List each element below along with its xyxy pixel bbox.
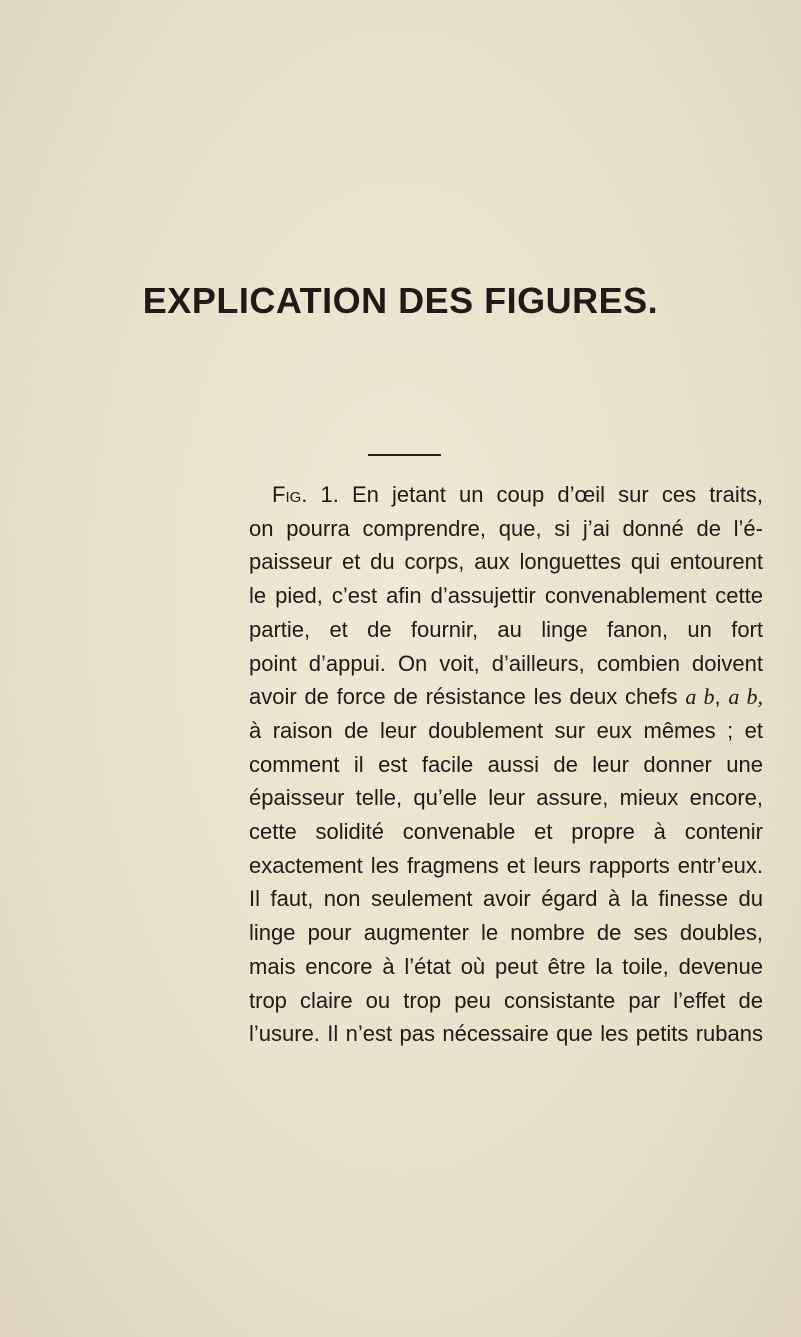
text-line: partie, et de fournir, au linge fanon, un fort	[249, 616, 763, 642]
title-rule	[368, 454, 441, 456]
text-line: trop claire ou trop peu consistante par l’effet de	[249, 987, 763, 1013]
text-line: le pied, c’est afin d’assujettir convenablement cette	[249, 583, 763, 609]
text-line: linge pour augmenter le nombre de ses doubles,	[249, 920, 763, 946]
text-line: paisseur et du corps, aux longuettes qui entourent	[249, 549, 763, 575]
italic-reference: a b,	[728, 684, 763, 710]
text-line: Fig. 1. En jetant un coup d’œil sur ces traits,	[272, 482, 763, 507]
figure-label: Fig. 1.	[272, 482, 339, 507]
text-line: mais encore à l’état où peut être la toile, devenue	[249, 953, 763, 979]
text-line: comment il est facile aussi de leur donner une	[249, 751, 763, 777]
page-title: EXPLICATION DES FIGURES.	[142, 280, 659, 321]
text-line: l’usure. Il n’est pas nécessaire que les petits rubans	[249, 1021, 763, 1047]
text-line: cette solidité convenable et propre à contenir	[249, 819, 763, 844]
text-line: point d’appui. On voit, d’ailleurs, combien doivent	[249, 650, 763, 676]
text-line: exactement les fragmens et leurs rapports entr’eux.	[249, 852, 763, 878]
text-line: épaisseur telle, qu’elle leur assure, mieux encore,	[249, 785, 763, 811]
text-line: avoir de force de résistance les deux chefs a b, a b,	[249, 684, 763, 710]
text-line: Il faut, non seulement avoir égard à la finesse du	[249, 886, 763, 912]
show-through-decoration	[150, 105, 710, 149]
text-line: on pourra comprendre, que, si j’ai donné de l’é-	[249, 515, 763, 541]
text-line: à raison de leur doublement sur eux mêmes ; et	[249, 717, 763, 743]
italic-reference: a b	[685, 684, 715, 710]
